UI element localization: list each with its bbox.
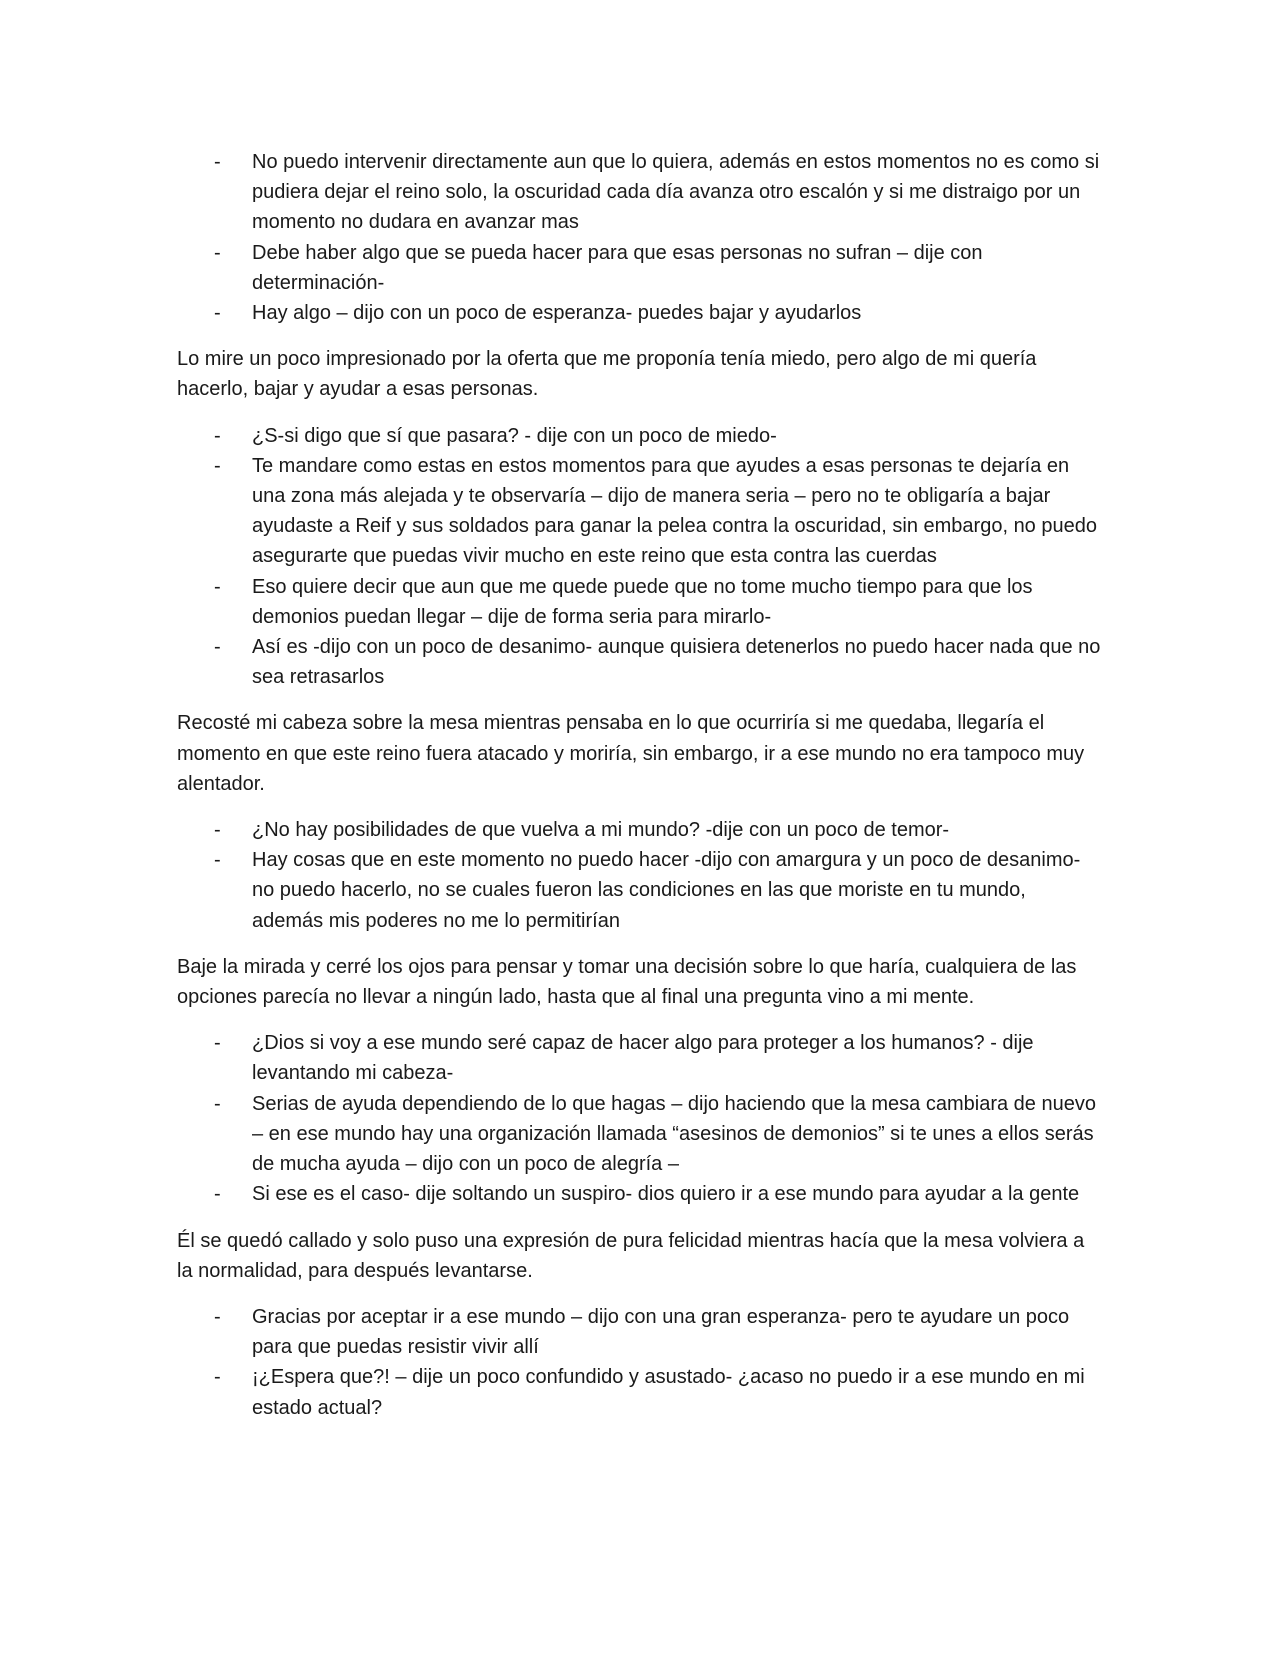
- dialogue-line: [177, 1089, 1102, 1180]
- dialogue-text: Si ese es el caso- dije soltando un suspiro- dios quiero ir a ese mundo para ayudar a la gente: [252, 1183, 1080, 1206]
- block-spacer: [177, 328, 1102, 344]
- block-spacer: [177, 692, 1102, 708]
- dialogue-line: [177, 1362, 1102, 1422]
- block-spacer: [177, 799, 1102, 815]
- dialogue-line: [177, 845, 1102, 936]
- dialogue-line: [177, 298, 1102, 328]
- dialogue-list: [177, 421, 1102, 693]
- dialogue-line: [177, 238, 1102, 298]
- dialogue-line: [177, 1302, 1102, 1362]
- dialogue-line: [177, 815, 1102, 845]
- dialogue-text: Gracias por aceptar ir a ese mundo – dijo con una gran esperanza- pero te ayudare un poco para que puedas resistir vivir allí: [252, 1305, 1070, 1359]
- block-spacer: [177, 1012, 1102, 1028]
- dialogue-line: [177, 572, 1102, 632]
- narrative-paragraph: Recosté mi cabeza sobre la mesa mientras pensaba en lo que ocurriría si me quedaba, llegaría el momento en que este reino fuera atacado y moriría, sin embargo, ir a ese mundo no era tampoco muy alentador.: [177, 712, 1085, 795]
- dash-marker: -: [214, 849, 221, 872]
- dash-marker: -: [214, 454, 221, 477]
- dash-marker: -: [214, 636, 221, 659]
- dialogue-line: [177, 421, 1102, 451]
- dialogue-text: Eso quiere decir que aun que me quede puede que no tome mucho tiempo para que los demonios puedan llegar – dije de forma seria para mirarlo-: [252, 575, 1033, 628]
- dash-marker: -: [214, 241, 221, 264]
- dialogue-text: ¡¿Espera que?! – dije un poco confundido y asustado- ¿acaso no puedo ir a ese mundo en mi estado actual?: [252, 1366, 1085, 1419]
- dash-marker: -: [214, 151, 221, 173]
- dialogue-text: No puedo intervenir directamente aun que lo quiera, además en estos momentos no es como si pudiera dejar el reino solo, la oscuridad cada día avanza otro escalón y si me distraigo por un momento no dudara en avanzar mas: [252, 151, 1100, 234]
- narrative-paragraph: Baje la mirada y cerré los ojos para pensar y tomar una decisión sobre lo que haría, cualquiera de las opciones parecía no llevar a ningún lado, hasta que al final una pregunta vino a mi mente.: [177, 955, 1077, 1009]
- narrative-paragraph: Él se quedó callado y solo puso una expresión de pura felicidad mientras hacía que la mesa volviera a la normalidad, para después levantarse.: [177, 1229, 1085, 1282]
- dash-marker: -: [214, 819, 221, 842]
- dash-marker: -: [214, 1366, 221, 1389]
- dialogue-text: Hay algo – dijo con un poco de esperanza- puedes bajar y ayudarlos: [252, 302, 862, 325]
- dialogue-line: [177, 1179, 1102, 1209]
- dash-marker: -: [214, 1183, 221, 1206]
- dialogue-line: [177, 1028, 1102, 1088]
- block-spacer: [177, 936, 1102, 952]
- document-body: [177, 147, 1102, 1423]
- dialogue-text: Debe haber algo que se pueda hacer para que esas personas no sufran – dije con determinación-: [252, 241, 983, 294]
- dialogue-list: [177, 147, 1102, 328]
- dialogue-line: [177, 147, 1102, 238]
- dialogue-text: Te mandare como estas en estos momentos para que ayudes a esas personas te dejaría en una zona más alejada y te observaría – dijo de manera seria – pero no te obligaría a bajar ayudaste a Reif y sus soldados para ganar la pelea contra la oscuridad, sin embargo, no puedo asegurarte que puedas vivir mucho en este reino que esta contra las cuerdas: [252, 454, 1097, 568]
- dash-marker: -: [214, 302, 221, 325]
- dialogue-line: [177, 451, 1102, 572]
- dash-marker: -: [214, 1092, 221, 1115]
- narrative-paragraph: Lo mire un poco impresionado por la oferta que me proponía tenía miedo, pero algo de mi quería hacerlo, bajar y ayudar a esas personas.: [177, 348, 1037, 401]
- block-spacer: [177, 1286, 1102, 1302]
- dialogue-text: ¿No hay posibilidades de que vuelva a mi mundo? -dije con un poco de temor-: [252, 819, 950, 842]
- dialogue-text: ¿S-si digo que sí que pasara? - dije con un poco de miedo-: [252, 424, 777, 447]
- dialogue-text: ¿Dios si voy a ese mundo seré capaz de hacer algo para proteger a los humanos? - dije levantando mi cabeza-: [252, 1032, 1034, 1085]
- dialogue-line: [177, 632, 1102, 692]
- dash-marker: -: [214, 1305, 221, 1328]
- dialogue-text: Así es -dijo con un poco de desanimo- aunque quisiera detenerlos no puedo hacer nada que no sea retrasarlos: [252, 636, 1101, 689]
- dialogue-text: Hay cosas que en este momento no puedo hacer -dijo con amargura y un poco de desanimo- no puedo hacerlo, no se cuales fueron las condiciones en las que moriste en tu mundo, además mis poderes no me lo permitirían: [252, 849, 1081, 932]
- block-spacer: [177, 405, 1102, 421]
- dash-marker: -: [214, 1032, 221, 1055]
- dash-marker: -: [214, 424, 221, 447]
- dialogue-list: [177, 1028, 1102, 1209]
- dialogue-list: [177, 815, 1102, 936]
- dash-marker: -: [214, 575, 221, 598]
- block-spacer: [177, 1210, 1102, 1226]
- dialogue-text: Serias de ayuda dependiendo de lo que hagas – dijo haciendo que la mesa cambiara de nuevo – en ese mundo hay una organización llamada “asesinos de demonios” si te unes a ellos serás de mucha ayuda – dijo con un poco de alegría –: [252, 1092, 1096, 1176]
- dialogue-list: [177, 1302, 1102, 1423]
